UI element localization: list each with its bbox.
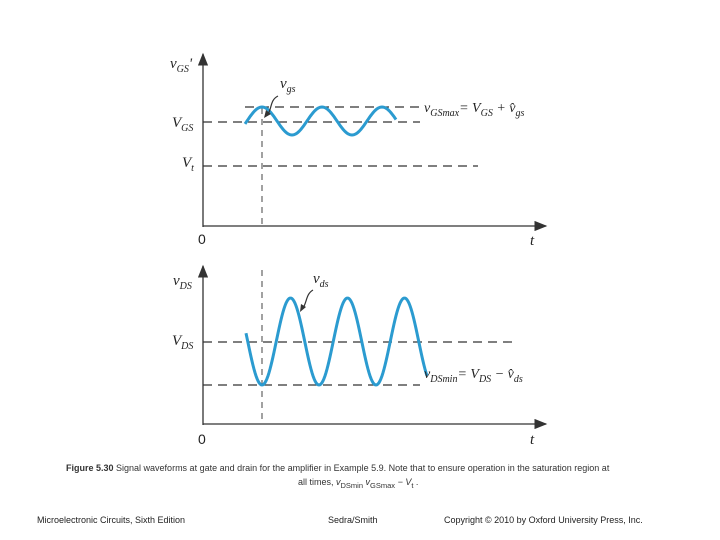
footer-authors: Sedra/Smith bbox=[328, 515, 378, 525]
figure-caption bbox=[66, 461, 672, 493]
bottom-origin-label: 0 bbox=[198, 431, 206, 447]
footer-copyright: Copyright © 2010 by Oxford University Press, Inc. bbox=[444, 515, 643, 525]
vgs-pointer-curve bbox=[268, 96, 278, 114]
caption-condition: all times, $v_{DSmin}$ $v_{GSmax} - V_t$ . bbox=[298, 477, 419, 490]
top-t-axis-label: t bbox=[530, 233, 535, 249]
bottom-t-axis-label: t bbox=[530, 432, 535, 448]
vds-pointer-curve bbox=[303, 290, 313, 308]
vdsmin-equation: $v_{DSmin}= V_{DS}$ − $v̂_{ds}$ bbox=[424, 367, 523, 385]
vds-signal-label: $v_{ds}$ bbox=[313, 271, 329, 290]
caption-text: Signal waveforms at gate and drain for the amplifier in Example 5.9. Note that to ensure operation in the saturation region at bbox=[113, 463, 610, 473]
vgsmax-equation: $v_{GSmax}= V_{GS}$ + $v̂_{gs}$ bbox=[424, 101, 525, 119]
top-graph bbox=[170, 54, 546, 249]
vgs-level-label: $V_{GS}$ bbox=[172, 115, 194, 134]
top-origin-label: 0 bbox=[198, 231, 206, 247]
vds-level-label: $V_{DS}$ bbox=[172, 333, 194, 352]
vt-label: $V_t$ bbox=[182, 155, 194, 174]
bottom-y-axis-label: $v_{DS}$ bbox=[173, 273, 192, 292]
vgs-waveform bbox=[245, 107, 396, 135]
bottom-graph bbox=[172, 266, 546, 448]
vgs-signal-label: $v_{gs}$ bbox=[280, 76, 296, 95]
top-y-axis-label: $v_{GS}'$ bbox=[170, 56, 193, 75]
footer-book-title: Microelectronic Circuits, Sixth Edition bbox=[37, 515, 186, 525]
caption-label: Figure 5.30 bbox=[66, 463, 114, 473]
